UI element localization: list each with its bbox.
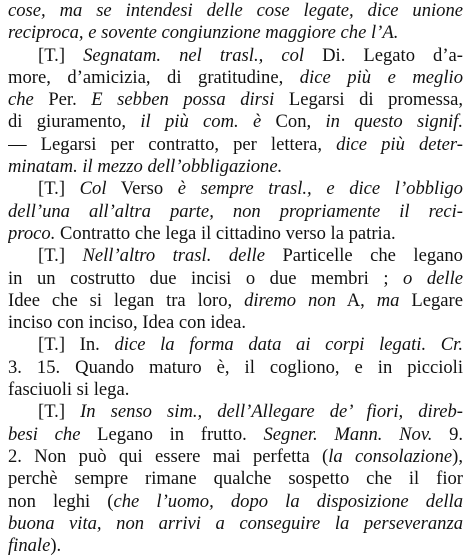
italic-text-segment: proco. [8, 222, 56, 244]
dictionary-entry-text [8, 0, 463, 557]
text-segment: — Legarsi per contratto, per lettera, [8, 133, 337, 155]
text-segment: non leghi ( [8, 490, 114, 512]
text-line [8, 491, 463, 513]
italic-text-segment: E sebben possa dirsi [91, 89, 275, 111]
text-line [8, 401, 463, 423]
text-line [8, 178, 463, 200]
text-line [8, 111, 463, 133]
italic-text-segment: dice più e meglio [299, 66, 463, 88]
italic-text-segment: finale [8, 535, 51, 557]
italic-text-segment: è sempre trasl., e dice l’obbligo [177, 178, 463, 200]
text-line [8, 468, 463, 490]
text-segment: ), [452, 445, 463, 467]
text-segment: ). [50, 535, 62, 557]
italic-text-segment: dell’una all’altra parte, non propriamente il reci- [8, 200, 463, 222]
text-line [8, 156, 463, 178]
text-segment: Legano in frutto. [80, 423, 264, 445]
text-line [8, 513, 463, 535]
text-segment: Per. [33, 89, 92, 111]
italic-text-segment: cose, ma se intendesi delle cose legate, dice unione [8, 0, 463, 21]
italic-text-segment: minatam. il mezzo dell’obbligazione. [8, 156, 283, 178]
italic-text-segment: in questo signif. [325, 111, 463, 133]
text-line [8, 357, 463, 379]
text-segment: Legare [399, 289, 463, 311]
italic-text-segment: buona vita, non arrivi a conseguire la perseveranza [8, 512, 463, 534]
text-segment: di giuramento, [8, 111, 141, 133]
text-segment: Verso [106, 178, 178, 200]
text-segment: A, [335, 289, 377, 311]
italic-text-segment: che [8, 89, 34, 111]
text-segment: [T.] [38, 401, 81, 423]
text-segment: inciso con inciso, Idea con idea. [8, 312, 247, 334]
italic-text-segment: il più com. è [140, 111, 262, 133]
text-segment: 2. Non può qui essere mai perfetta ( [8, 445, 329, 467]
text-line [8, 134, 463, 156]
text-segment: in un costrutto due incisi o due membri ; [8, 267, 404, 289]
text-segment: Di. Legato d’a- [322, 44, 463, 66]
text-line [8, 535, 463, 557]
text-segment: [T.] [38, 44, 84, 66]
text-line [8, 245, 463, 267]
italic-text-segment: Col [79, 178, 107, 200]
italic-text-segment: o delle [403, 267, 463, 289]
text-segment: [T.] [38, 245, 83, 267]
italic-text-segment: ma [376, 289, 400, 311]
italic-text-segment: che l’uomo, dopo la disposizione della [113, 490, 463, 512]
text-line [8, 312, 463, 334]
italic-text-segment: dice più deter- [336, 133, 463, 155]
text-segment: [T.] [38, 178, 80, 200]
italic-text-segment: In senso sim., dell’Allegare de’ fiori, direb- [80, 401, 463, 423]
italic-text-segment: diremo non [244, 289, 336, 311]
text-segment: Legarsi di promessa, [274, 89, 463, 111]
text-line [8, 424, 463, 446]
text-segment: more, d’amicizia, di gratitudine, [8, 66, 300, 88]
text-segment: Idee che si legan tra loro, [8, 289, 245, 311]
italic-text-segment: reciproca, e sovente congiunzione maggiore che l’A. [8, 22, 399, 44]
text-line [8, 89, 463, 111]
text-line [8, 0, 463, 22]
text-segment: Contratto che lega il cittadino verso la patria. [55, 222, 396, 244]
text-segment: 9. [432, 423, 463, 445]
text-segment: [T.] In. [38, 334, 115, 356]
italic-text-segment: col [263, 44, 323, 66]
text-line [8, 223, 463, 245]
italic-text-segment: besi che [8, 423, 81, 445]
italic-text-segment: la consolazione [328, 445, 453, 467]
text-line [8, 334, 463, 356]
text-line [8, 446, 463, 468]
text-segment: 3. 15. Quando maturo è, il cogliono, e in piccioli [8, 356, 463, 378]
text-segment: perchè sempre rimane qualche sospetto che il fior [8, 468, 463, 490]
italic-text-segment: dice la forma data ai corpi legati. Cr. [114, 334, 463, 356]
text-line [8, 290, 463, 312]
italic-text-segment: Segnatam. nel trasl., [83, 44, 264, 66]
text-line [8, 45, 463, 67]
text-segment: Particelle che legano [264, 245, 463, 267]
text-line [8, 22, 463, 44]
italic-text-segment: Nell’altro trasl. delle [82, 245, 265, 267]
text-segment: fasciuoli si lega. [8, 379, 130, 401]
text-line [8, 268, 463, 290]
text-line [8, 201, 463, 223]
italic-text-segment: Segner. Mann. Nov. [263, 423, 433, 445]
text-line [8, 379, 463, 401]
text-line [8, 67, 463, 89]
text-segment: Con, [261, 111, 326, 133]
